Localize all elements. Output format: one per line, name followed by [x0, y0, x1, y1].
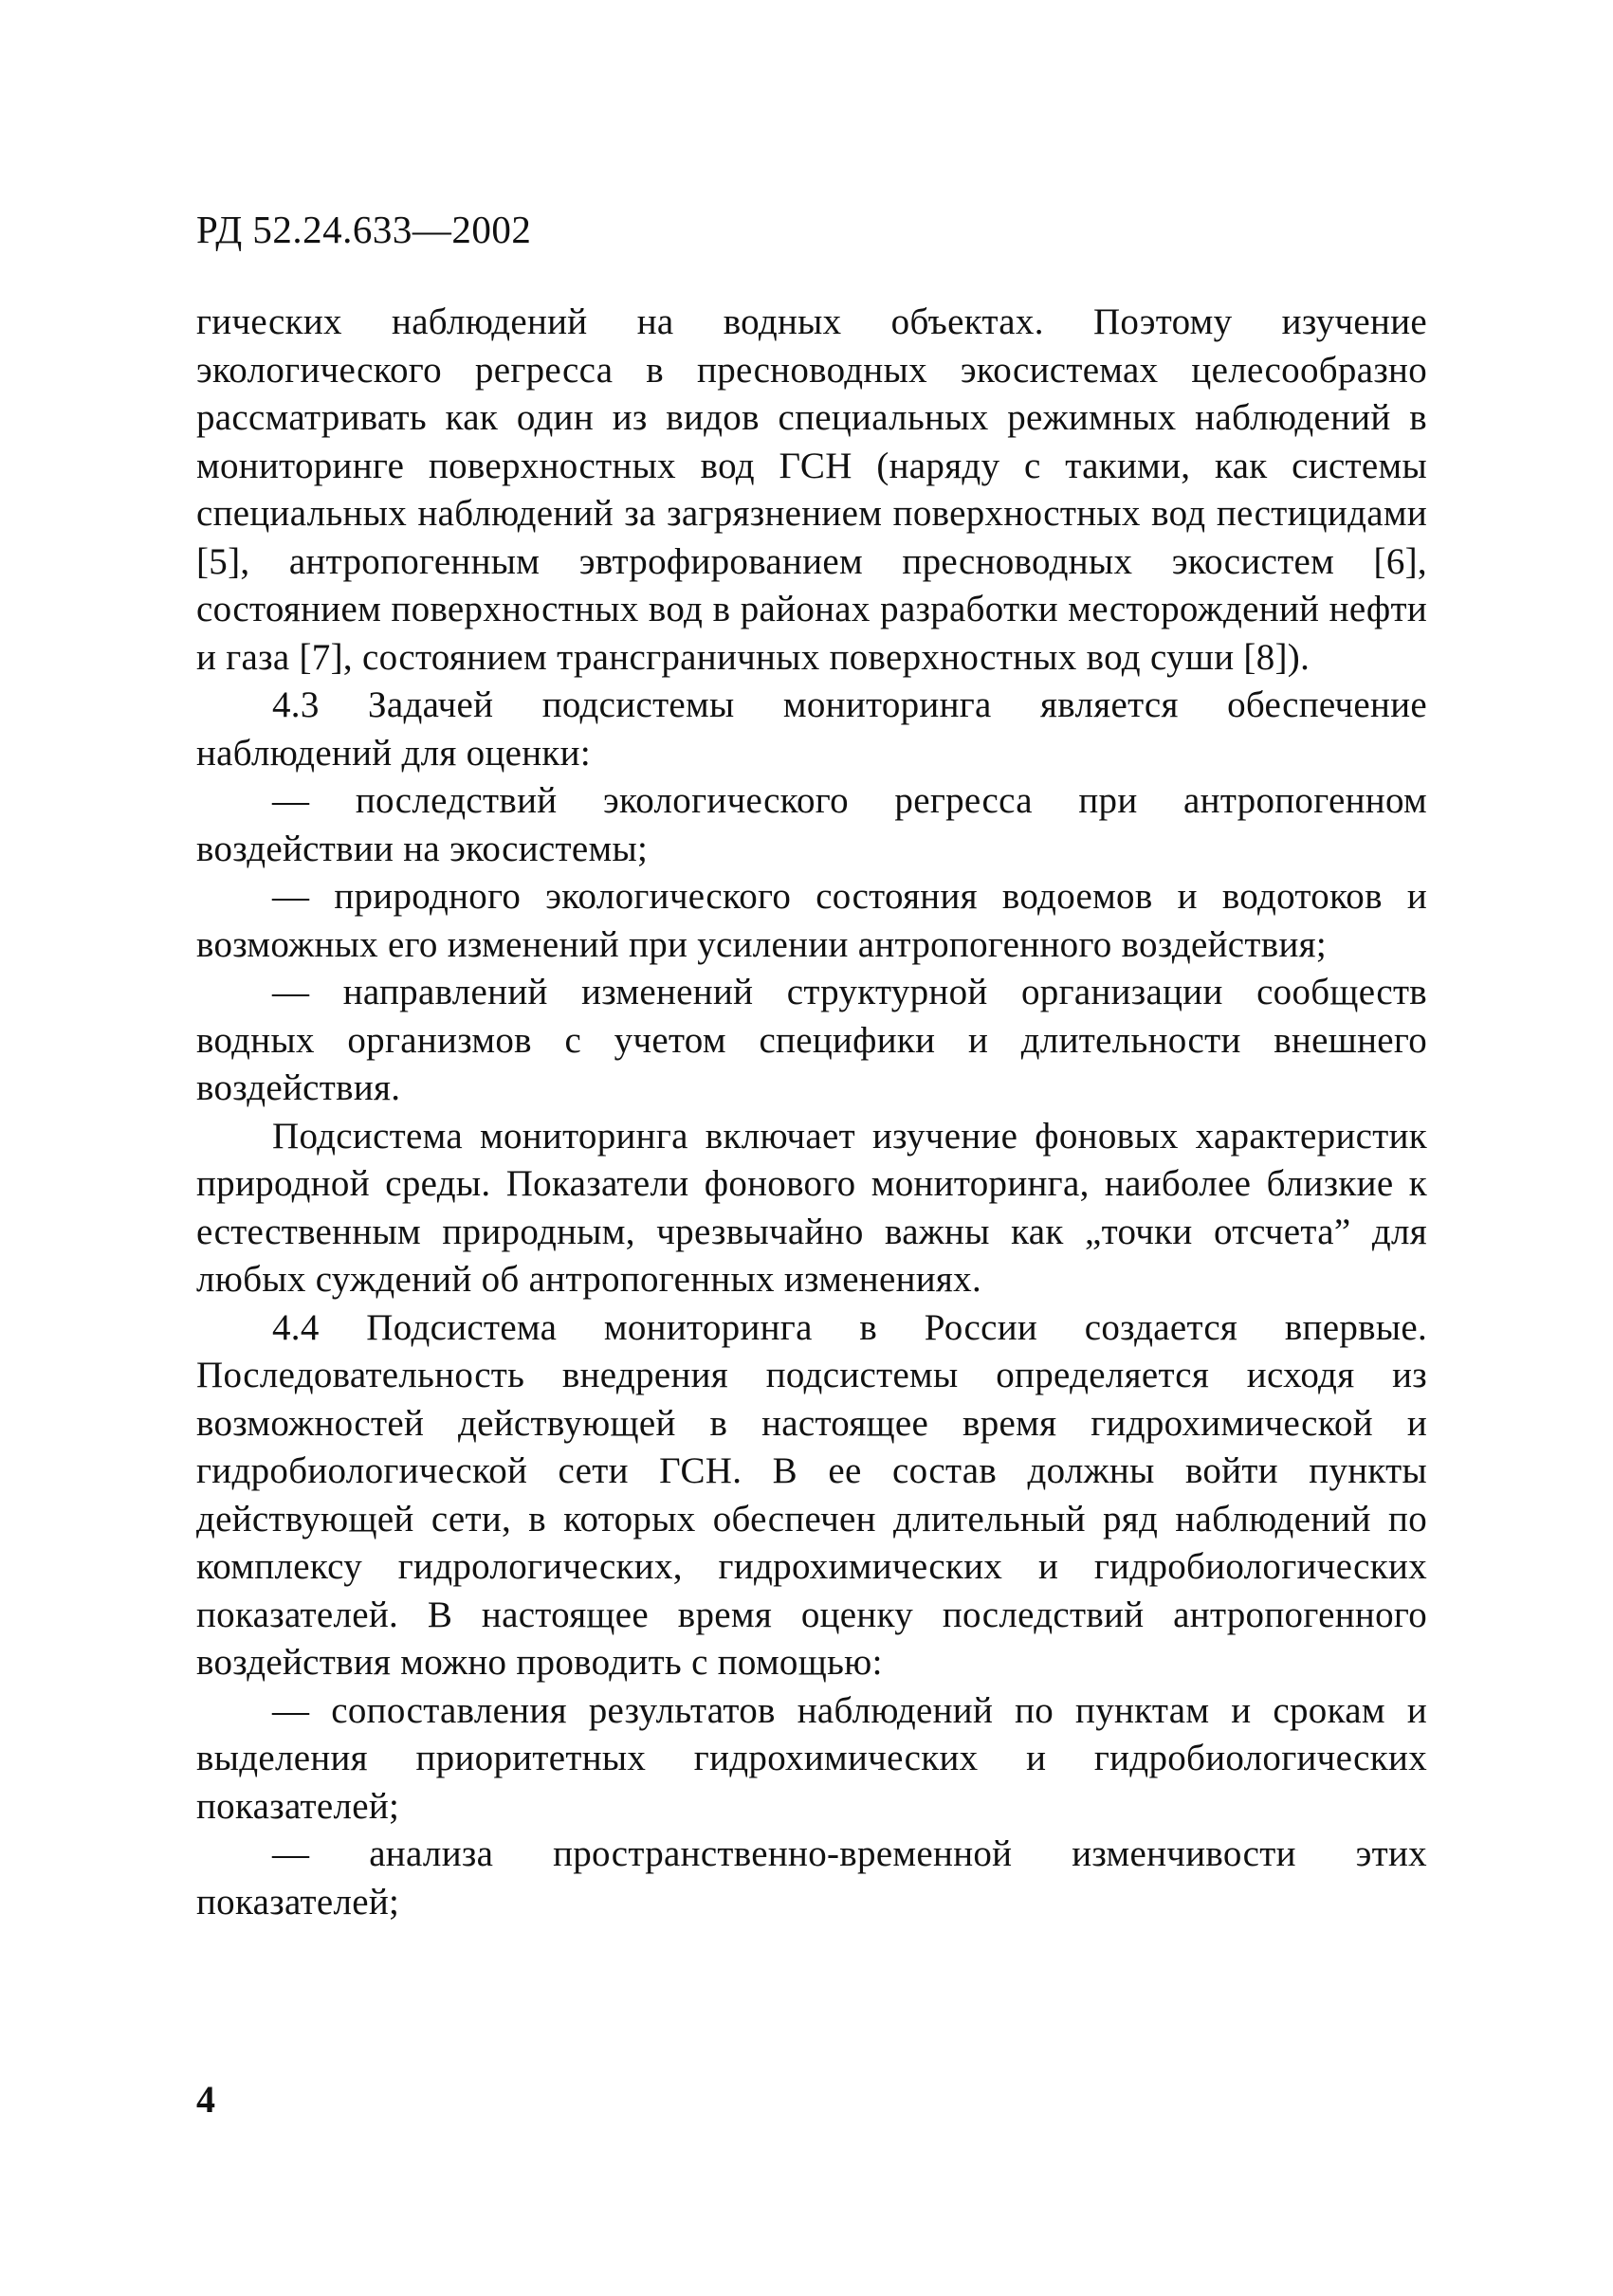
list-item: — природного экологического состояния водоемов и водотоков и возможных его изменений при усилении антропогенного воздействия; — [196, 876, 1427, 965]
paragraph-continuation: гических наблюдений на водных объектах. Поэтому изучение экологического регресса в пресноводных экосистемах целесообразно рассматривать как один из видов специальных режимных наблюдений в мониторинге поверхностных вод ГСН (наряду с такими, как системы специальных наблюдений за загрязнением поверхностных вод пестицидами [5], антропогенным эвтрофированием пресноводных экосистем [6], состоянием поверхностных вод в районах разработки месторождений нефти и газа [7], состоянием трансграничных поверхностных вод суши [8]). — [196, 301, 1427, 678]
page-number: 4 — [196, 2078, 215, 2121]
paragraph-4-3: 4.3 Задачей подсистемы мониторинга является обеспечение наблюдений для оценки: — [196, 684, 1427, 774]
document-header: РД 52.24.633—2002 — [196, 208, 532, 251]
list-item: — сопоставления результатов наблюдений по пунктам и срокам и выделения приоритетных гидрохимических и гидробиологических показателей; — [196, 1689, 1427, 1827]
list-item: — направлений изменений структурной организации сообществ водных организмов с учетом специфики и длительности внешнего воздействия. — [196, 972, 1427, 1108]
document-body — [196, 299, 1427, 1926]
list-item: — анализа пространственно-временной изменчивости этих показателей; — [196, 1833, 1427, 1922]
paragraph-background-monitoring: Подсистема мониторинга включает изучение фоновых характеристик природной среды. Показатели фонового мониторинга, наиболее близкие к естественным природным, чрезвычайно важны как „точки отсчета” для любых суждений об антропогенных изменениях. — [196, 1115, 1427, 1300]
list-item: — последствий экологического регресса при антропогенном воздействии на экосистемы; — [196, 780, 1427, 869]
paragraph-4-4: 4.4 Подсистема мониторинга в России создается впервые. Последовательность внедрения подсистемы определяется исходя из возможностей действующей в настоящее время гидрохимической и гидробиологической сети ГСН. В ее состав должны войти пункты действующей сети, в которых обеспечен длительный ряд наблюдений по комплексу гидрологических, гидрохимических и гидробиологических показателей. В настоящее время оценку последствий антропогенного воздействия можно проводить с помощью: — [196, 1306, 1427, 1683]
